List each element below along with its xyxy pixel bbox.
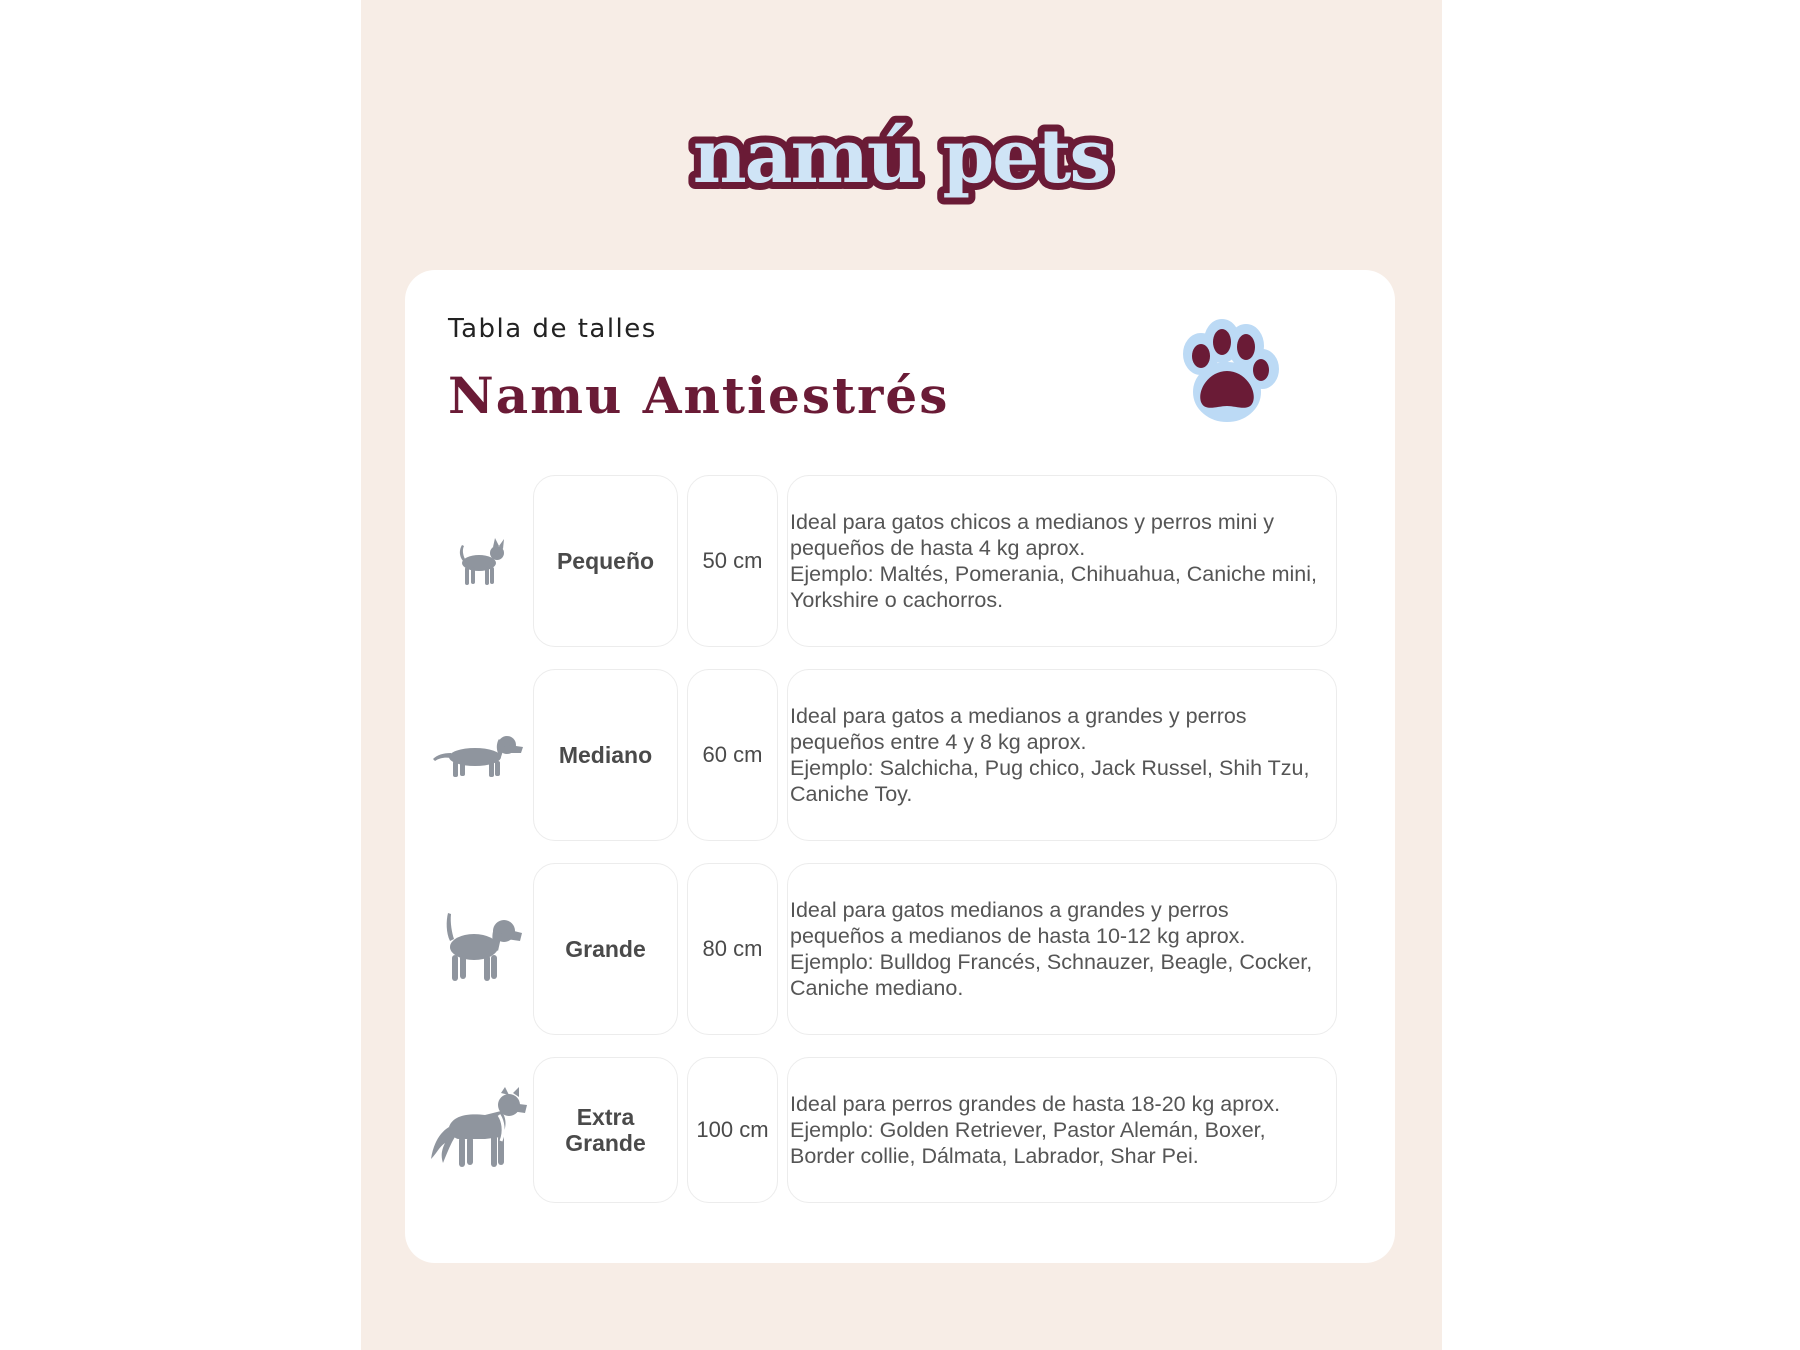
chihuahua-icon bbox=[429, 475, 529, 647]
size-description bbox=[787, 863, 1337, 1035]
paw-icon bbox=[1167, 314, 1287, 434]
example-text: Ejemplo: Salchicha, Pug chico, Jack Russel, Shih Tzu, Caniche Toy. bbox=[790, 756, 1310, 806]
namu-pets-logo bbox=[361, 100, 1442, 210]
size-table-card bbox=[405, 270, 1395, 1263]
size-name: Pequeño bbox=[533, 475, 678, 647]
size-name: Extra Grande bbox=[533, 1057, 678, 1203]
description-text: Ideal para perros grandes de hasta 18-20 kg aprox. bbox=[790, 1092, 1281, 1116]
size-measure: 60 cm bbox=[687, 669, 778, 841]
description-text: Ideal para gatos medianos a grandes y perros pequeños a medianos de hasta 10-12 kg aprox. bbox=[790, 898, 1246, 948]
example-text: Ejemplo: Bulldog Francés, Schnauzer, Beagle, Cocker, Caniche mediano. bbox=[790, 950, 1313, 1000]
example-text: Ejemplo: Golden Retriever, Pastor Alemán, Boxer, Border collie, Dálmata, Labrador, Shar Pei. bbox=[790, 1118, 1266, 1168]
size-row-mediano bbox=[429, 669, 1329, 841]
example-text: Ejemplo: Maltés, Pomerania, Chihuahua, Caniche mini, Yorkshire o cachorros. bbox=[790, 562, 1318, 612]
size-description bbox=[787, 475, 1337, 647]
dachshund-icon bbox=[429, 669, 529, 841]
size-row-pequeno bbox=[429, 475, 1329, 647]
size-name: Mediano bbox=[533, 669, 678, 841]
size-description bbox=[787, 669, 1337, 841]
beagle-icon bbox=[429, 863, 529, 1035]
description-text: Ideal para gatos chicos a medianos y perros mini y pequeños de hasta 4 kg aprox. bbox=[790, 510, 1274, 560]
size-measure: 50 cm bbox=[687, 475, 778, 647]
size-row-grande bbox=[429, 863, 1329, 1035]
size-name: Grande bbox=[533, 863, 678, 1035]
page-subtitle: Tabla de talles bbox=[448, 314, 657, 344]
size-description bbox=[787, 1057, 1337, 1203]
page-title: Namu Antiestrés bbox=[448, 366, 950, 425]
description-text: Ideal para gatos a medianos a grandes y perros pequeños entre 4 y 8 kg aprox. bbox=[790, 704, 1247, 754]
border-collie-icon bbox=[429, 1057, 529, 1203]
size-row-extra-grande bbox=[429, 1057, 1329, 1203]
size-chart-page bbox=[361, 0, 1442, 1350]
size-measure: 80 cm bbox=[687, 863, 778, 1035]
size-measure: 100 cm bbox=[687, 1057, 778, 1203]
svg-text:namú pets: namú pets bbox=[692, 114, 1110, 200]
